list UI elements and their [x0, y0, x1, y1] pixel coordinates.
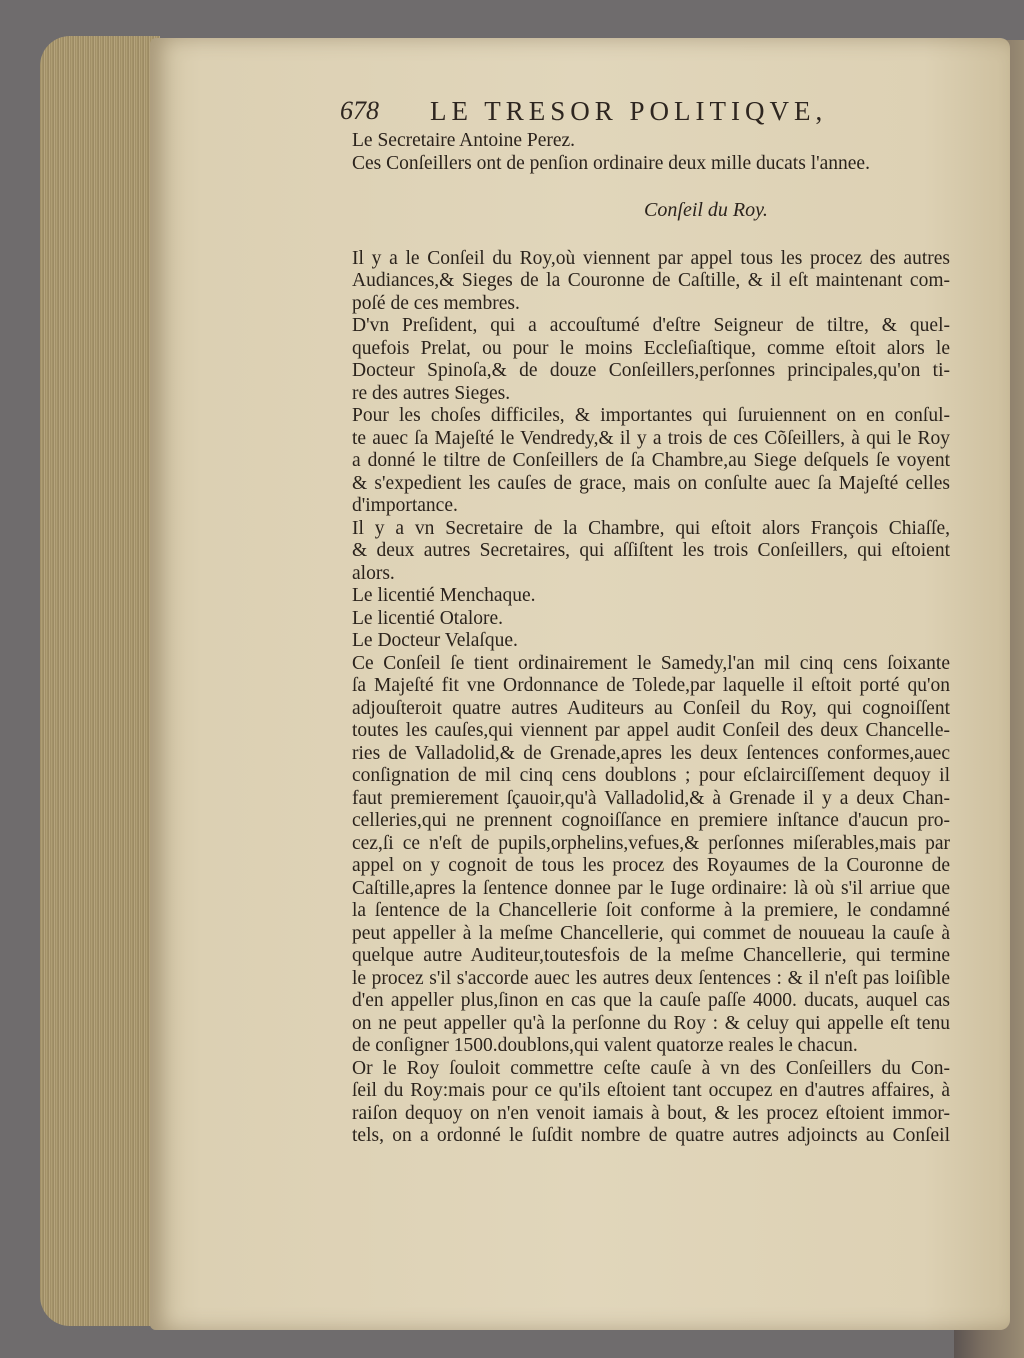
text-line: ſeil du Roy:mais pour ce qu'ils eſtoient tant occupez en d'autres affaires, à — [352, 1080, 950, 1101]
text-line: Le licentié Menchaque. — [352, 585, 536, 606]
page-number: 678 — [340, 96, 379, 125]
text-line: peut appeller à la meſme Chancellerie, qui commet de nouueau la cauſe à — [352, 922, 950, 944]
text-line: ries de Valladolid,& de Grenade,apres les deux ſentences conformes,auec — [352, 742, 950, 764]
text-line: Le Docteur Velaſque. — [352, 630, 518, 651]
text-line: Il y a le Conſeil du Roy,où viennent par appel tous les procez des autres — [352, 247, 950, 269]
text-line: Docteur Spinoſa,& de douze Conſeillers,perſonnes principales,qu'on ti- — [352, 360, 950, 381]
page-text — [352, 130, 950, 1148]
text-line: te auec ſa Majeſté le Vendredy,& il y a trois de ces Cõſeillers, à qui le Roy — [352, 427, 950, 449]
text-line: Le Secretaire Antoine Perez. — [352, 130, 576, 151]
text-line: & s'expedient les cauſes de grace, mais on conſulte auec ſa Majeſté celles — [352, 472, 950, 494]
text-line: le procez s'il s'accorde auec les autres deux ſentences : & il n'eſt pas loiſible — [352, 967, 950, 989]
text-line: faut premierement ſçauoir,qu'à Valladolid,& à Grenade il y a deux Chan- — [352, 787, 950, 809]
text-line: re des autres Sieges. — [352, 382, 511, 404]
text-line: appel on y cognoit de tous les procez des Royaumes de la Couronne de — [352, 855, 950, 876]
text-line: Or le Roy ſouloit commettre ceſte cauſe à vn des Conſeillers du Con- — [352, 1057, 950, 1079]
text-line: Caſtille,apres la ſentence donnee par le Iuge ordinaire: là où s'il arriue que — [352, 877, 950, 899]
text-line: celleries,qui ne prennent cognoiſſance en premiere inſtance d'aucun pro- — [352, 810, 950, 831]
text-line: Ces Conſeillers ont de penſion ordinaire deux mille ducats l'annee. — [352, 152, 870, 174]
text-line: d'en appeller plus,ſinon en cas que la cauſe paſſe 4000. ducats, auquel cas — [352, 990, 950, 1011]
text-line: de conſigner 1500.doublons,qui valent quatorze reales le chacun. — [352, 1035, 858, 1056]
text-line: cez,ſi ce n'eſt de pupils,orphelins,vefues,& perſonnes miſerables,mais par — [352, 832, 950, 854]
text-line: tels, on a ordonné le ſuſdit nombre de quatre autres adjoincts au Conſeil — [352, 1125, 950, 1146]
page-edges — [40, 36, 160, 1326]
text-line: D'vn Preſident, qui a accouſtumé d'eſtre Seigneur de tiltre, & quel- — [352, 315, 950, 336]
section-heading: Conſeil du Roy. — [644, 199, 768, 221]
text-line: conſignation de mil cinq cens doublons ; pour eſclairciſſement dequoy il — [352, 765, 950, 786]
text-line: a donné le tiltre de Conſeillers de ſa Chambre,au Siege deſquels ſe voyent — [352, 450, 950, 471]
text-line: poſé de ces membres. — [352, 292, 520, 314]
text-line: raiſon dequoy on n'en venoit iamais à bout, & les procez eſtoient immor- — [352, 1102, 950, 1124]
text-line: Pour les choſes difficiles, & importantes qui ſuruiennent on en conſul- — [352, 405, 950, 426]
text-line: Audiances,& Sieges de la Couronne de Caſtille, & il eſt maintenant com- — [352, 270, 950, 291]
text-line: d'importance. — [352, 495, 458, 516]
text-line: Ce Conſeil ſe tient ordinairement le Samedy,l'an mil cinq cens ſoixante — [352, 652, 950, 674]
text-line: toutes les cauſes,qui viennent par appel audit Conſeil des deux Chancelle- — [352, 720, 950, 741]
text-line: Le licentié Otalore. — [352, 607, 504, 629]
text-line: & deux autres Secretaires, qui aſſiſtent les trois Conſeillers, qui eſtoient — [352, 540, 950, 561]
text-line: Il y a vn Secretaire de la Chambre, qui eſtoit alors François Chiaſſe, — [352, 517, 950, 539]
text-line: alors. — [352, 562, 395, 584]
text-line: la ſentence de la Chancellerie ſoit conforme à la premiere, le condamné — [352, 900, 950, 921]
running-title: LE TRESOR POLITIQVE, — [430, 96, 828, 126]
text-line: ſa Majeſté fit vne Ordonnance de Tolede,par laquelle il eſtoit porté qu'on — [352, 675, 950, 696]
text-line: on ne peut appeller qu'à la perſonne du Roy : & celuy qui appelle eſt tenu — [352, 1012, 950, 1034]
text-line: quelque autre Auditeur,toutesfois de la meſme Chancellerie, qui termine — [352, 945, 950, 966]
text-line: quefois Prelat, ou pour le moins Eccleſiaſtique, comme eſtoit alors le — [352, 337, 950, 359]
text-line: adjouſteroit quatre autres Auditeurs au Conſeil du Roy, qui cognoiſſent — [352, 697, 950, 719]
